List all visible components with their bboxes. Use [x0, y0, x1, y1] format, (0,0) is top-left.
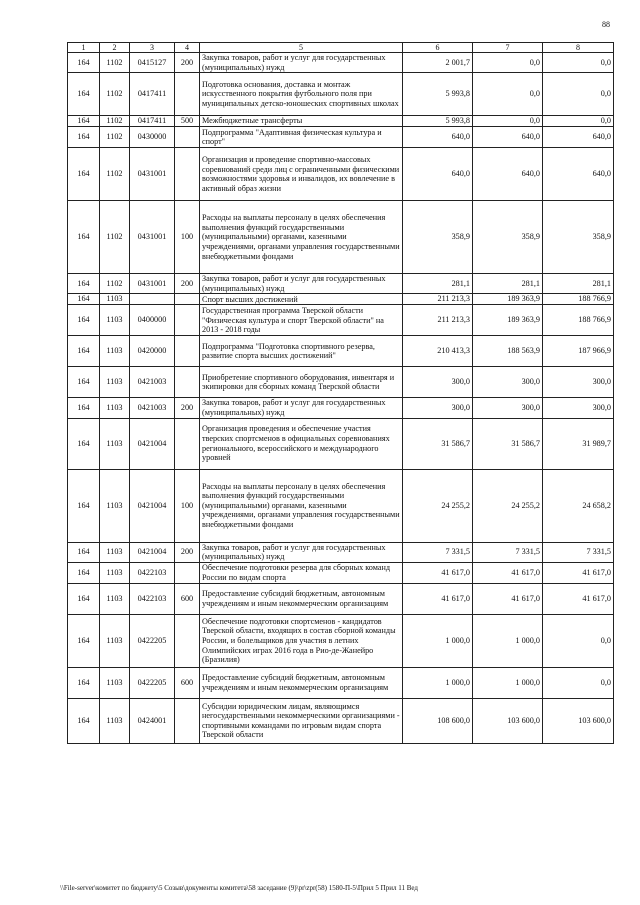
cell-code-target: 0431001 [130, 148, 175, 201]
cell-amount-col-7: 0,0 [473, 53, 543, 73]
cell-code-target: 0421004 [130, 469, 175, 542]
cell-code-expense-type: 200 [175, 274, 200, 294]
cell-amount-col-6: 1 000,0 [403, 614, 473, 667]
cell-amount-col-7: 7 331,5 [473, 542, 543, 562]
cell-code-target: 0421003 [130, 367, 175, 398]
cell-amount-col-6: 211 213,3 [403, 294, 473, 305]
table-row [68, 418, 614, 469]
cell-description: Закупка товаров, работ и услуг для государственных (муниципальных) нужд [200, 53, 403, 73]
table-row [68, 274, 614, 294]
column-header: 8 [543, 43, 614, 53]
cell-description: Расходы на выплаты персоналу в целях обеспечения выполнения функций государственными (муниципальными) органами, казенными учреждениями, органами управления государственными внебюджетными фондами [200, 469, 403, 542]
cell-code-expense-type [175, 127, 200, 148]
cell-code-section: 1103 [100, 667, 130, 698]
cell-amount-col-8: 358,9 [543, 201, 614, 274]
table-row [68, 305, 614, 336]
cell-amount-col-7: 300,0 [473, 398, 543, 418]
column-header: 6 [403, 43, 473, 53]
cell-code-admin: 164 [68, 367, 100, 398]
cell-description: Расходы на выплаты персоналу в целях обеспечения выполнения функций государственными (муниципальными) органами, казенными учреждениями, органами управления государственными внебюджетными фондами [200, 201, 403, 274]
cell-description: Обеспечение подготовки спортсменов - кандидатов Тверской области, входящих в состав сборной команды России, и болельщиков для участия в летних Олимпийских играх 2016 года в Рио-де-Жанейро (Бразилия) [200, 614, 403, 667]
cell-amount-col-7: 1 000,0 [473, 614, 543, 667]
cell-amount-col-8: 188 766,9 [543, 294, 614, 305]
cell-code-admin: 164 [68, 398, 100, 418]
cell-code-admin: 164 [68, 614, 100, 667]
cell-description: Закупка товаров, работ и услуг для государственных (муниципальных) нужд [200, 274, 403, 294]
table-row [68, 698, 614, 743]
cell-amount-col-7: 31 586,7 [473, 418, 543, 469]
cell-code-section: 1102 [100, 274, 130, 294]
cell-amount-col-6: 300,0 [403, 367, 473, 398]
cell-code-admin: 164 [68, 73, 100, 116]
cell-amount-col-7: 0,0 [473, 73, 543, 116]
table-row [68, 542, 614, 562]
cell-amount-col-6: 7 331,5 [403, 542, 473, 562]
cell-amount-col-6: 281,1 [403, 274, 473, 294]
cell-code-expense-type: 200 [175, 398, 200, 418]
cell-code-admin: 164 [68, 148, 100, 201]
cell-code-section: 1103 [100, 367, 130, 398]
cell-code-section: 1103 [100, 418, 130, 469]
cell-code-section: 1103 [100, 469, 130, 542]
cell-code-section: 1103 [100, 562, 130, 583]
cell-description: Обеспечение подготовки резерва для сборных команд России по видам спорта [200, 562, 403, 583]
cell-description: Предоставление субсидий бюджетным, автономным учреждениям и иным некоммерческим организациям [200, 583, 403, 614]
cell-amount-col-6: 1 000,0 [403, 667, 473, 698]
cell-code-section: 1103 [100, 398, 130, 418]
page-number: 88 [602, 20, 610, 29]
cell-description: Межбюджетные трансферты [200, 116, 403, 127]
table-row [68, 336, 614, 367]
cell-code-admin: 164 [68, 542, 100, 562]
cell-amount-col-6: 41 617,0 [403, 583, 473, 614]
cell-amount-col-8: 300,0 [543, 398, 614, 418]
table-row [68, 583, 614, 614]
cell-amount-col-6: 24 255,2 [403, 469, 473, 542]
cell-code-expense-type [175, 367, 200, 398]
table-row [68, 201, 614, 274]
cell-amount-col-8: 41 617,0 [543, 562, 614, 583]
cell-amount-col-7: 41 617,0 [473, 562, 543, 583]
cell-amount-col-6: 640,0 [403, 148, 473, 201]
cell-amount-col-8: 0,0 [543, 53, 614, 73]
table-row [68, 469, 614, 542]
cell-amount-col-7: 300,0 [473, 367, 543, 398]
cell-code-expense-type: 200 [175, 53, 200, 73]
cell-amount-col-8: 0,0 [543, 116, 614, 127]
table-row [68, 127, 614, 148]
cell-code-target: 0422205 [130, 614, 175, 667]
cell-amount-col-7: 358,9 [473, 201, 543, 274]
cell-code-target: 0430000 [130, 127, 175, 148]
column-header: 2 [100, 43, 130, 53]
table-row [68, 294, 614, 305]
cell-code-section: 1103 [100, 305, 130, 336]
cell-description: Организация и проведение спортивно-массовых соревнований среди лиц с ограниченными физическими возможностями здоровья и инвалидов, их вовлечение в активный образ жизни [200, 148, 403, 201]
table-row [68, 614, 614, 667]
cell-amount-col-7: 24 255,2 [473, 469, 543, 542]
cell-code-expense-type: 200 [175, 542, 200, 562]
cell-code-section: 1103 [100, 294, 130, 305]
cell-code-target: 0417411 [130, 116, 175, 127]
cell-description: Государственная программа Тверской области "Физическая культура и спорт Тверской области" на 2013 - 2018 годы [200, 305, 403, 336]
cell-code-admin: 164 [68, 698, 100, 743]
cell-amount-col-8: 640,0 [543, 148, 614, 201]
cell-code-section: 1103 [100, 698, 130, 743]
cell-code-section: 1102 [100, 116, 130, 127]
table-row [68, 148, 614, 201]
cell-code-section: 1102 [100, 73, 130, 116]
cell-amount-col-8: 300,0 [543, 367, 614, 398]
cell-amount-col-8: 103 600,0 [543, 698, 614, 743]
cell-amount-col-8: 24 658,2 [543, 469, 614, 542]
cell-code-target: 0422103 [130, 562, 175, 583]
cell-code-expense-type: 600 [175, 583, 200, 614]
cell-amount-col-7: 1 000,0 [473, 667, 543, 698]
cell-amount-col-7: 103 600,0 [473, 698, 543, 743]
cell-amount-col-7: 640,0 [473, 148, 543, 201]
cell-code-section: 1103 [100, 336, 130, 367]
cell-amount-col-6: 2 001,7 [403, 53, 473, 73]
cell-amount-col-6: 108 600,0 [403, 698, 473, 743]
cell-code-expense-type [175, 148, 200, 201]
cell-code-target [130, 294, 175, 305]
cell-amount-col-6: 210 413,3 [403, 336, 473, 367]
budget-table [67, 42, 614, 744]
cell-amount-col-8: 31 989,7 [543, 418, 614, 469]
cell-amount-col-8: 640,0 [543, 127, 614, 148]
cell-code-admin: 164 [68, 305, 100, 336]
cell-code-admin: 164 [68, 336, 100, 367]
cell-amount-col-6: 5 993,8 [403, 73, 473, 116]
cell-code-section: 1103 [100, 542, 130, 562]
cell-description: Подготовка основания, доставка и монтаж искусственного покрытия футбольного поля при муниципальных детско-юношеских спортивных школах [200, 73, 403, 116]
cell-code-admin: 164 [68, 294, 100, 305]
cell-code-section: 1102 [100, 148, 130, 201]
cell-amount-col-8: 0,0 [543, 614, 614, 667]
cell-amount-col-7: 640,0 [473, 127, 543, 148]
cell-code-target: 0421004 [130, 542, 175, 562]
cell-code-expense-type [175, 294, 200, 305]
cell-amount-col-6: 211 213,3 [403, 305, 473, 336]
cell-amount-col-6: 300,0 [403, 398, 473, 418]
cell-amount-col-8: 7 331,5 [543, 542, 614, 562]
cell-amount-col-8: 281,1 [543, 274, 614, 294]
cell-description: Субсидии юридическим лицам, являющимся негосударственными некоммерческими организациями - спортивными командами по игровым видам спорта Тверской области [200, 698, 403, 743]
cell-code-admin: 164 [68, 116, 100, 127]
cell-code-target: 0421003 [130, 398, 175, 418]
column-header: 1 [68, 43, 100, 53]
cell-code-admin: 164 [68, 667, 100, 698]
cell-amount-col-8: 41 617,0 [543, 583, 614, 614]
cell-code-admin: 164 [68, 469, 100, 542]
table-row [68, 116, 614, 127]
cell-description: Подпрограмма "Адаптивная физическая культура и спорт" [200, 127, 403, 148]
cell-code-target: 0422103 [130, 583, 175, 614]
cell-description: Закупка товаров, работ и услуг для государственных (муниципальных) нужд [200, 398, 403, 418]
cell-code-admin: 164 [68, 274, 100, 294]
cell-code-expense-type [175, 562, 200, 583]
cell-code-expense-type [175, 614, 200, 667]
cell-code-expense-type: 500 [175, 116, 200, 127]
column-header: 5 [200, 43, 403, 53]
cell-code-admin: 164 [68, 201, 100, 274]
cell-code-expense-type: 100 [175, 201, 200, 274]
header-row [68, 43, 614, 53]
cell-code-section: 1102 [100, 127, 130, 148]
cell-code-target: 0431001 [130, 274, 175, 294]
cell-code-target: 0417411 [130, 73, 175, 116]
cell-code-target: 0421004 [130, 418, 175, 469]
table-row [68, 367, 614, 398]
cell-amount-col-8: 187 966,9 [543, 336, 614, 367]
cell-amount-col-8: 0,0 [543, 667, 614, 698]
table-row [68, 398, 614, 418]
cell-code-expense-type [175, 305, 200, 336]
cell-code-expense-type [175, 336, 200, 367]
cell-code-section: 1102 [100, 201, 130, 274]
cell-code-admin: 164 [68, 127, 100, 148]
cell-code-expense-type: 600 [175, 667, 200, 698]
cell-description: Подпрограмма "Подготовка спортивного резерва, развитие спорта высших достижений" [200, 336, 403, 367]
cell-amount-col-7: 281,1 [473, 274, 543, 294]
cell-amount-col-7: 189 363,9 [473, 305, 543, 336]
table-body [68, 53, 614, 744]
cell-code-target: 0420000 [130, 336, 175, 367]
cell-description: Спорт высших достижений [200, 294, 403, 305]
cell-code-expense-type [175, 418, 200, 469]
cell-code-section: 1103 [100, 614, 130, 667]
column-header: 3 [130, 43, 175, 53]
column-header: 7 [473, 43, 543, 53]
table-row [68, 73, 614, 116]
cell-code-admin: 164 [68, 418, 100, 469]
cell-code-target: 0422205 [130, 667, 175, 698]
cell-code-section: 1102 [100, 53, 130, 73]
table-row [68, 562, 614, 583]
cell-code-target: 0431001 [130, 201, 175, 274]
cell-code-target: 0415127 [130, 53, 175, 73]
column-header: 4 [175, 43, 200, 53]
cell-amount-col-8: 188 766,9 [543, 305, 614, 336]
cell-code-expense-type [175, 73, 200, 116]
cell-amount-col-6: 5 993,8 [403, 116, 473, 127]
cell-amount-col-6: 640,0 [403, 127, 473, 148]
cell-code-admin: 164 [68, 583, 100, 614]
cell-code-admin: 164 [68, 53, 100, 73]
cell-code-target: 0424001 [130, 698, 175, 743]
cell-code-target: 0400000 [130, 305, 175, 336]
cell-code-expense-type [175, 698, 200, 743]
table-row [68, 667, 614, 698]
cell-code-admin: 164 [68, 562, 100, 583]
cell-code-expense-type: 100 [175, 469, 200, 542]
cell-amount-col-7: 189 363,9 [473, 294, 543, 305]
table-row [68, 53, 614, 73]
cell-amount-col-6: 41 617,0 [403, 562, 473, 583]
cell-amount-col-7: 0,0 [473, 116, 543, 127]
cell-amount-col-7: 41 617,0 [473, 583, 543, 614]
cell-description: Приобретение спортивного оборудования, инвентаря и экипировки для сборных команд Тверской области [200, 367, 403, 398]
cell-description: Закупка товаров, работ и услуг для государственных (муниципальных) нужд [200, 542, 403, 562]
cell-code-section: 1103 [100, 583, 130, 614]
cell-description: Предоставление субсидий бюджетным, автономным учреждениям и иным некоммерческим организациям [200, 667, 403, 698]
footer-file-path: \\File-server\комитет по бюджету\5 Созыв\документы комитета\58 заседание (9)\pr\zpr(58) 1580-П-5\Прил 5 Прил 11 Вед [60, 884, 418, 892]
cell-amount-col-8: 0,0 [543, 73, 614, 116]
cell-amount-col-7: 188 563,9 [473, 336, 543, 367]
cell-amount-col-6: 31 586,7 [403, 418, 473, 469]
cell-amount-col-6: 358,9 [403, 201, 473, 274]
cell-description: Организация проведения и обеспечение участия тверских спортсменов в официальных соревнованиях регионального, всероссийского и международного уровней [200, 418, 403, 469]
